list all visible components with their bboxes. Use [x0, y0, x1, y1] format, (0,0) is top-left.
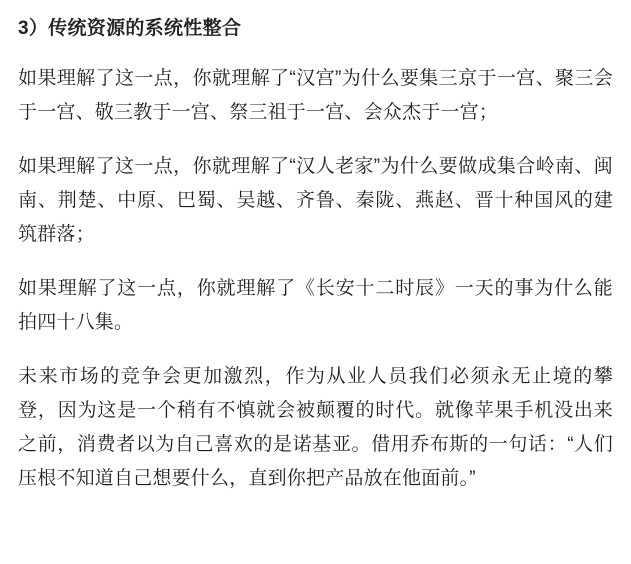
- body-paragraph-2: 如果理解了这一点，你就理解了“汉人老家”为什么要做成集合岭南、闽南、荆楚、中原、巴蜀、吴越、齐鲁、秦陇、燕赵、晋十种国风的建筑群落；: [18, 156, 613, 245]
- body-paragraph-3: 如果理解了这一点，你就理解了《长安十二时辰》一天的事为什么能拍四十八集。: [18, 278, 613, 333]
- section-heading: 3）传统资源的系统性整合: [18, 18, 242, 39]
- body-paragraph-4: 未来市场的竞争会更加激烈，作为从业人员我们必须永无止境的攀登，因为这是一个稍有不慎就会被颠覆的时代。就像苹果手机没出来之前，消费者以为自己喜欢的是诺基亚。借用乔布斯的一句话：“人们压根不知道自己想要什么，直到你把产品放在他面前。”: [18, 366, 613, 489]
- body-paragraph-1: 如果理解了这一点，你就理解了“汉宫”为什么要集三京于一宫、聚三会于一宫、敬三教于一宫、祭三祖于一宫、会众杰于一宫；: [18, 68, 613, 123]
